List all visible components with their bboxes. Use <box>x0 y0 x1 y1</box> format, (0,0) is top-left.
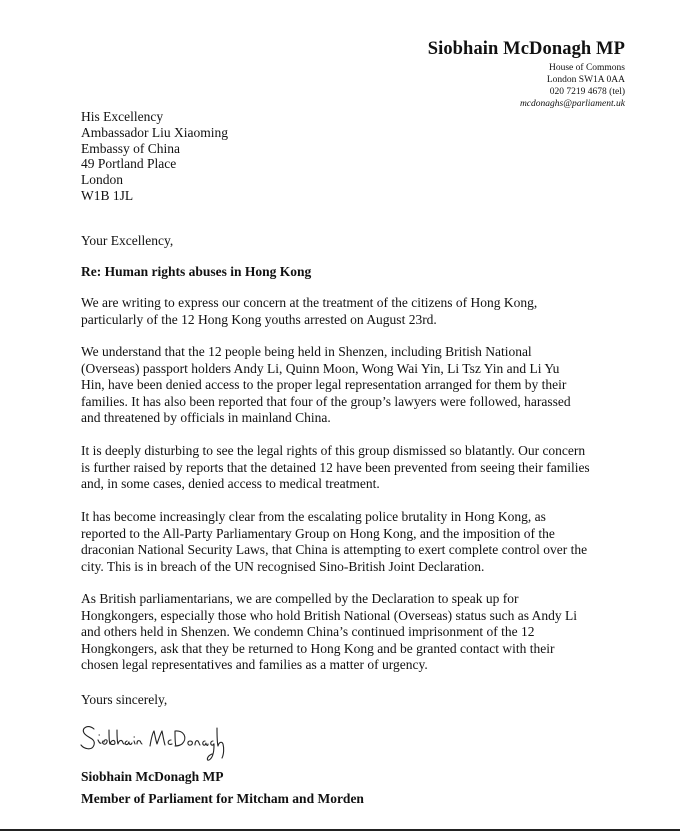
body-paragraph-2 <box>81 344 571 427</box>
body-paragraph-5 <box>81 591 577 674</box>
paragraph-line: and, in some cases, denied access to medical treatment. <box>81 476 380 492</box>
paragraph-line: and threatened by officials in mainland China. <box>81 410 331 426</box>
recipient-line: Ambassador Liu Xiaoming <box>81 124 228 140</box>
paragraph-line: We are writing to express our concern at the treatment of the citizens of Hong Kong, <box>81 295 538 310</box>
paragraph-line: city. This is in breach of the UN recognised Sino-British Joint Declaration. <box>81 558 485 574</box>
sender-phone: 020 7219 4678 (tel) <box>549 87 625 97</box>
recipient-line: W1B 1JL <box>81 187 134 203</box>
paragraph-line: and others held in Shenzen. We condemn China’s continued imprisonment of the 12 <box>81 624 535 640</box>
recipient-line: Embassy of China <box>81 140 180 156</box>
body-paragraph-4 <box>81 509 587 575</box>
paragraph-line: is further raised by reports that the detained 12 have been prevented from seeing their families <box>81 459 590 475</box>
paragraph-line: particularly of the 12 Hong Kong youths arrested on August 23rd. <box>81 311 437 327</box>
paragraph-line: (Overseas) passport holders Andy Li, Quinn Moon, Wong Wai Yin, Li Tsz Yin and Li Yu <box>81 360 560 376</box>
recipient-line: His Excellency <box>81 109 164 124</box>
paragraph-line: We understand that the 12 people being held in Shenzen, including British National <box>81 344 532 359</box>
paragraph-line: It has become increasingly clear from the escalating police brutality in Hong Kong, as <box>81 509 546 524</box>
recipient-line: 49 Portland Place <box>81 156 177 172</box>
sender-address-line: London SW1A 0AA <box>546 75 625 85</box>
sender-address-line: House of Commons <box>549 63 625 73</box>
sender-email: mcdonaghs@parliament.uk <box>519 99 625 109</box>
closing: Yours sincerely, <box>81 692 168 707</box>
sender-name: Siobhain McDonagh MP <box>427 39 625 59</box>
paragraph-line: Hongkongers, especially those who hold British National (Overseas) status such as Andy Li <box>81 607 578 623</box>
recipient-line: London <box>81 172 123 188</box>
subject-line: Re: Human rights abuses in Hong Kong <box>81 264 312 279</box>
body-paragraph-1 <box>81 295 537 328</box>
paragraph-line: reported to the All-Party Parliamentary Group on Hong Kong, and the imposition of the <box>81 525 555 541</box>
paragraph-line: families. It has also been reported that four of the group’s lawyers were followed, harassed <box>81 393 571 409</box>
paragraph-line: Hin, have been denied access to the proper legal representation arranged for them by their <box>81 377 567 393</box>
handwritten-signature <box>78 716 228 764</box>
salutation: Your Excellency, <box>81 233 174 248</box>
paragraph-line: draconian National Security Laws, that China is attempting to exert complete control over the <box>81 542 588 558</box>
body-paragraph-3 <box>81 443 590 493</box>
paragraph-line: Hongkongers, ask that they be returned to Hong Kong and be granted contact with their <box>81 640 555 656</box>
recipient-address <box>81 109 228 204</box>
paragraph-line: chosen legal representatives and families as a matter of urgency. <box>81 657 428 673</box>
signatory-role: Member of Parliament for Mitcham and Morden <box>81 791 364 806</box>
paragraph-line: It is deeply disturbing to see the legal rights of this group dismissed so blatantly. Our concern <box>81 443 586 458</box>
signatory-name: Siobhain McDonagh MP <box>81 769 224 784</box>
paragraph-line: As British parliamentarians, we are compelled by the Declaration to speak up for <box>81 591 519 606</box>
sender-block <box>428 38 625 110</box>
